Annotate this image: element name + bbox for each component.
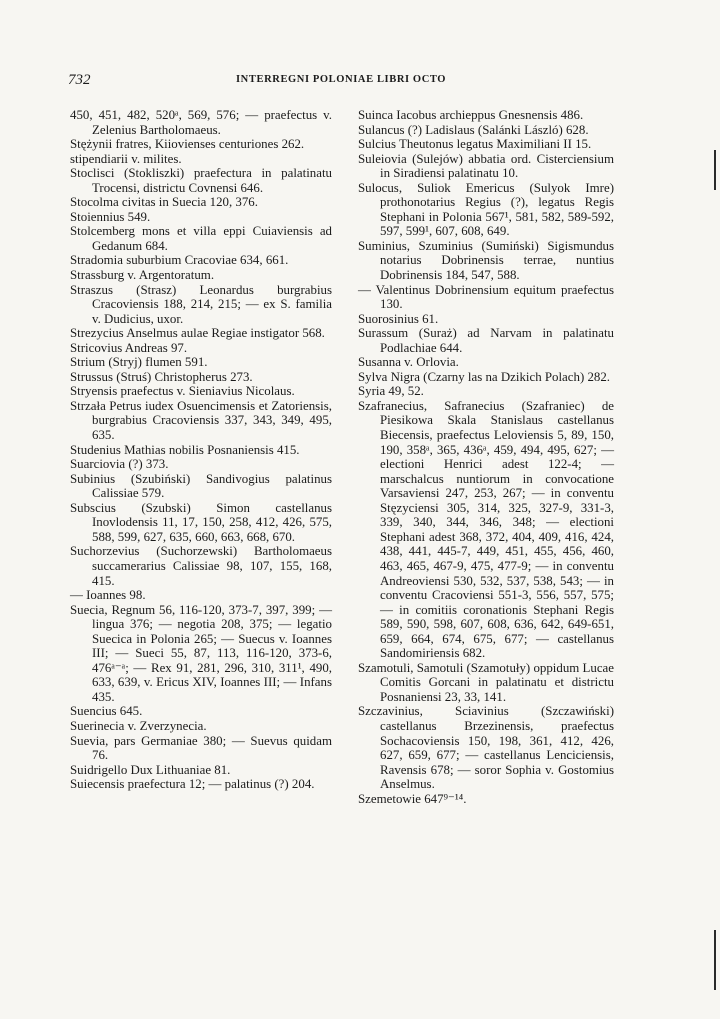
- index-entry: Sulancus (?) Ladislaus (Salánki László) 628.: [358, 122, 589, 137]
- index-entry: Sulcius Theutonus legatus Maximiliani II 15.: [358, 137, 592, 152]
- scan-edge-mark: [714, 930, 716, 990]
- index-entry: Strezycius Anselmus aulae Regiae instigator 568.: [70, 326, 325, 341]
- index-entry: Strzała Petrus iudex Osuencimensis et Zatoriensis, burgrabius Cracoviensis 337, 343, 349, 495, 635.: [70, 398, 332, 443]
- index-entry: Syria 49, 52.: [358, 384, 424, 399]
- index-entry: Strium (Stryj) flumen 591.: [70, 355, 208, 370]
- index-entry: Suleiovia (Sulejów) abbatia ord. Cisterciensium in Siradiensi palatinatu 10.: [358, 151, 614, 181]
- index-entry: Subinius (Szubiński) Sandivogius palatinus Calissiae 579.: [70, 471, 332, 501]
- index-entry: stipendiarii v. milites.: [70, 151, 182, 166]
- index-entry: Suiecensis praefectura 12; — palatinus (?) 204.: [70, 777, 315, 792]
- index-entry: Suinca Iacobus archieppus Gnesnensis 486.: [358, 108, 584, 122]
- index-column-right: [358, 108, 614, 806]
- index-entry: Suerinecia v. Zverzynecia.: [70, 718, 207, 733]
- index-entry: Susanna v. Orlovia.: [358, 355, 459, 370]
- index-entry: Suorosinius 61.: [358, 311, 439, 326]
- index-entry: Surassum (Suraż) ad Narvam in palatinatu Podlachiae 644.: [358, 326, 614, 355]
- running-title: INTERREGNI POLONIAE LIBRI OCTO: [236, 74, 447, 85]
- index-entry: Szczavinius, Sciavinius (Szczawiński) castellanus Brzezinensis, praefectus Sochacoviensis 150, 198, 361, 412, 426, 627, 659, 677; — castellanus Lenciciensis, Ravensis 678; — soror Sophia v. Gostomius Anselmus.: [358, 704, 614, 792]
- index-entry: Suminius, Szuminius (Sumiński) Sigismundus notarius Dobrinensis terrae, nuntius Dobrinensis 184, 547, 588.: [358, 238, 614, 283]
- index-entry: Szafranecius, Safranecius (Szafraniec) de Piesikowa Skala Stanislaus castellanus Biecensis, praefectus Leloviensis 5, 89, 150, 190, 358ᵃ, 365, 436ᵃ, 459, 494, 495, 627; — electioni Henrici adest 122-4; — marschalcus nuntiorum in convocatione Varsaviensi 247, 253, 267; — in conventu Stęzyciensi 305, 314, 325, 327-9, 331-3, 339, 340, 344, 346, 348; — electioni Stephani adest 368, 372, 404, 409, 416, 424, 438, 441, 445-7, 449, 451, 455, 456, 460, 463, 465, 467-9, 475, 477-9; — in conventu Andreoviensi 530, 532, 537, 538, 543; — in conventu Cracoviensi 551-3, 556, 557, 575; — in comitiis coronationis Stephani Regis 589, 590, 598, 607, 608, 636, 642, 649-651, 659, 664, 674, 675, 677; — castellanus Sandomiriensis 682.: [358, 398, 614, 661]
- index-entry: Subscius (Szubski) Simon castellanus Inovlodensis 11, 17, 150, 258, 412, 426, 575, 588, 599, 627, 635, 660, 663, 668, 670.: [70, 500, 332, 544]
- index-entry: Suecia, Regnum 56, 116-120, 373-7, 397, 399; — lingua 376; — negotia 208, 375; — legatio Suecica in Polonia 265; — Suecus v. Ioannes III; — Sueci 55, 87, 113, 116-120, 373-6, 476ᵃ⁻ᵃ; — Rex 91, 281, 296, 310, 311¹, 490, 633, 639, v. Ericus XIV, Ioannes III; — Infans 435.: [70, 602, 332, 704]
- index-entry: Sylva Nigra (Czarny las na Dzikich Polach) 282.: [358, 369, 611, 384]
- index-entry: Stoclisci (Stokliszki) praefectura in palatinatu Trocensi, districtu Covnensi 646.: [70, 166, 332, 195]
- index-column-left: [70, 108, 332, 792]
- index-entry: Strassburg v. Argentoratum.: [70, 268, 215, 283]
- index-entry: Stradomia suburbium Cracoviae 634, 661.: [70, 253, 289, 268]
- index-entry: Suevia, pars Germaniae 380; — Suevus quidam 76.: [70, 733, 332, 763]
- index-entry: Studenius Mathias nobilis Posnaniensis 415.: [70, 442, 300, 457]
- index-entry: Stricovius Andreas 97.: [70, 340, 188, 355]
- index-entry: Suidrigello Dux Lithuaniae 81.: [70, 762, 231, 777]
- index-entry: Szemetowie 647⁹⁻¹⁴.: [358, 791, 467, 806]
- index-entry: — Ioannes 98.: [70, 588, 146, 603]
- page-number: 732: [68, 72, 91, 88]
- index-entry: Stoiennius 549.: [70, 209, 151, 224]
- scan-edge-mark: [714, 150, 716, 190]
- index-entry: 450, 451, 482, 520ᵃ, 569, 576; — praefectus v. Zelenius Bartholomaeus.: [70, 108, 332, 137]
- index-entry: Stryensis praefectus v. Sieniavius Nicolaus.: [70, 384, 295, 399]
- page-header: [68, 72, 628, 90]
- index-entry: Sulocus, Suliok Emericus (Sulyok Imre) prothonotarius Regius (?), legatus Regis Stephani in Polonia 567¹, 581, 582, 589-592, 597, 599¹, 607, 608, 649.: [358, 180, 614, 239]
- index-entry: Straszus (Strasz) Leonardus burgrabius Cracoviensis 188, 214, 215; — ex S. familia v. Dudicius, uxor.: [70, 282, 332, 326]
- index-entry: Stolcemberg mons et villa eppi Cuiaviensis ad Gedanum 684.: [70, 224, 332, 253]
- index-entry: Suencius 645.: [70, 704, 143, 719]
- index-entry: — Valentinus Dobrinensium equitum praefectus 130.: [358, 282, 614, 312]
- index-entry: Suarciovia (?) 373.: [70, 457, 169, 472]
- index-entry: Stężynii fratres, Kiiovienses centuriones 262.: [70, 137, 305, 152]
- index-entry: Stocolma civitas in Suecia 120, 376.: [70, 195, 258, 210]
- index-entry: Suchorzevius (Suchorzewski) Bartholomaeus succamerarius Calissiae 98, 107, 155, 168, 415.: [70, 544, 332, 588]
- index-entry: Szamotuli, Samotuli (Szamotuły) oppidum Lucae Comitis Gorcani in palatinatu et districtu Posnaniensi 23, 33, 141.: [358, 660, 614, 704]
- index-entry: Strussus (Struś) Christopherus 273.: [70, 369, 253, 384]
